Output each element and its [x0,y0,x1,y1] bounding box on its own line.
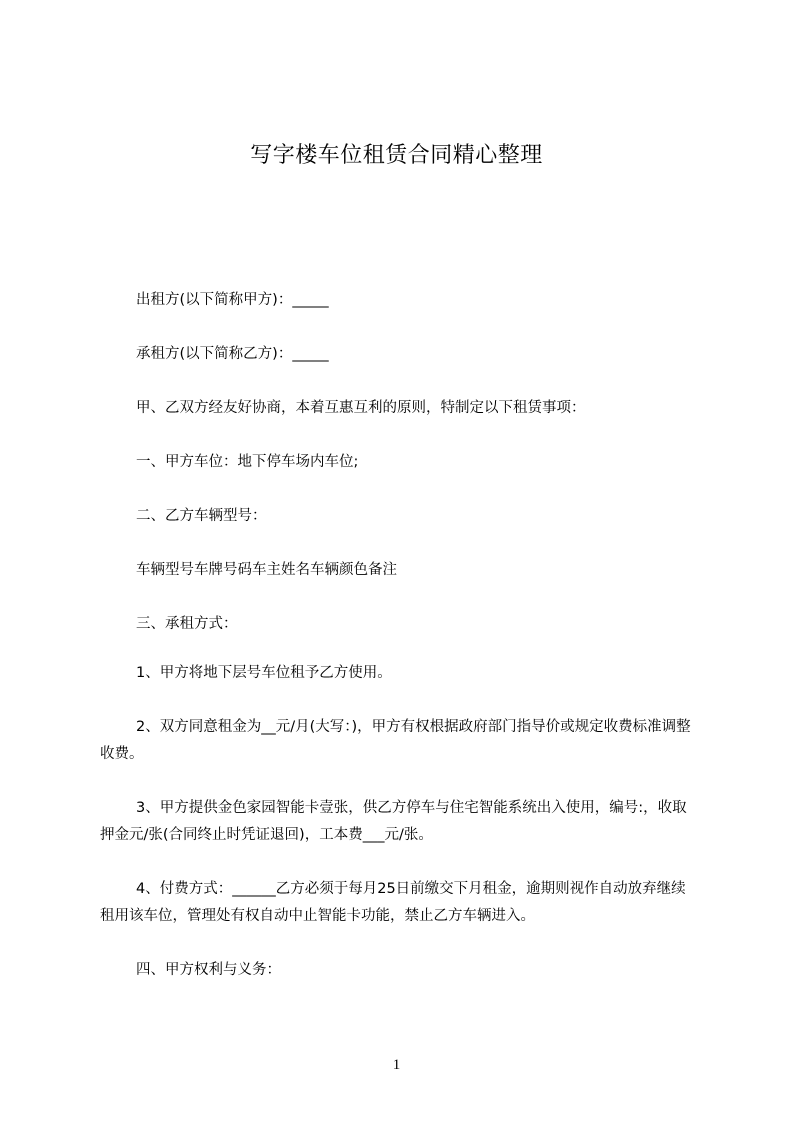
clause-2: 2、双方同意租金为__元/月(大写：)，甲方有权根据政府部门指导价或规定收费标准调整收费。 [100,719,691,762]
section-1-heading: 一、甲方车位：地下停车场内车位; [136,454,359,470]
clause-3: 3、甲方提供金色家园智能卡壹张，供乙方停车与住宅智能系统出入使用，编号:，收取押金元/张(合同终止时凭证退回)，工本费___元/张。 [100,800,687,843]
page-number: 1 [392,1057,401,1073]
lessor-line: 出租方(以下简称甲方)：_____ [136,292,329,308]
section-3-heading: 三、承租方式： [136,616,238,632]
clause-4: 4、付费方式：______乙方必须于每月25日前缴交下月租金，逾期则视作自动放弃继续租用该车位，管理处有权自动中止智能卡功能，禁止乙方车辆进入。 [100,881,686,924]
intro-paragraph: 甲、乙双方经友好协商，本着互惠互利的原则，特制定以下租赁事项： [136,400,586,416]
section-4-heading: 四、甲方权利与义务： [136,962,281,978]
vehicle-table-header: 车辆型号车牌号码车主姓名车辆颜色备注 [136,562,397,578]
section-2-heading: 二、乙方车辆型号： [136,508,267,524]
document-title: 写字楼车位租赁合同精心整理 [250,143,543,168]
lessee-line: 承租方(以下简称乙方)：_____ [136,346,329,362]
clause-1: 1、甲方将地下层号车位租予乙方使用。 [136,665,392,681]
